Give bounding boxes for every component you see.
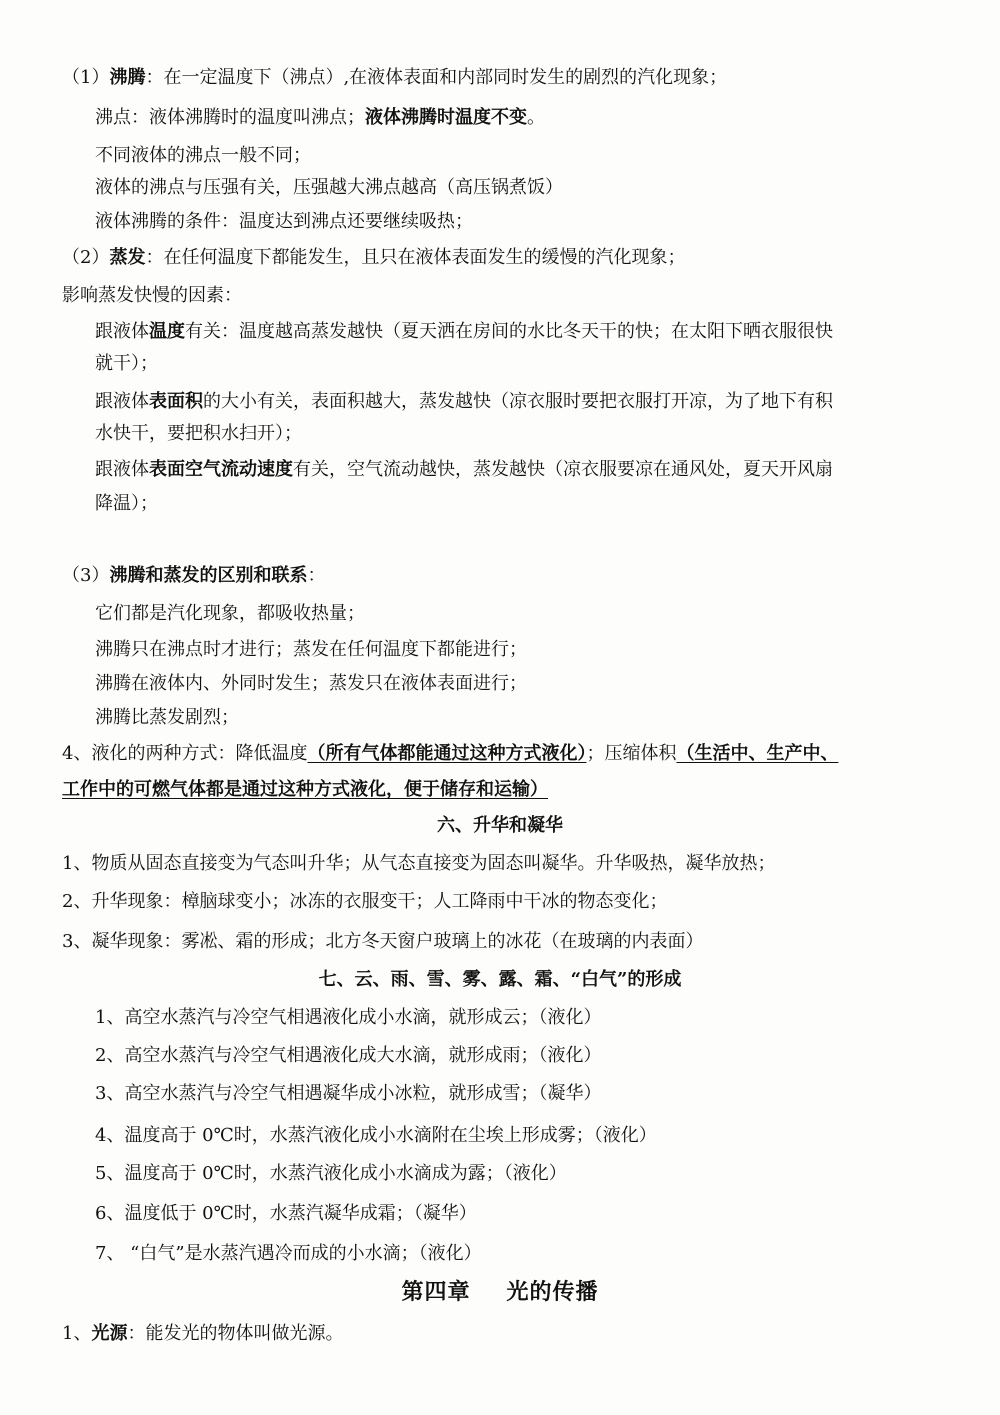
chapter-title: 光的传播 [506,1279,599,1305]
item-number: 1、 [62,1323,92,1344]
key-term: 温度 [149,321,185,342]
sublimation-item: 2、升华现象：樟脑球变小；冰冻的衣服变干；人工降雨中干冰的物态变化； [62,891,668,912]
item-number: （2） [62,247,110,268]
text: 有关：温度越高蒸发越快（夏天洒在房间的水比冬天干的快；在太阳下晒衣服很快 [185,321,833,342]
factor-airflow [95,458,833,482]
definition-text: ：在一定温度下（沸点）,在液体表面和内部同时发生的剧烈的汽化现象； [145,67,728,88]
text: ： [307,565,326,586]
underlined-note: （所有气体都能通过这种方式液化） [307,743,587,764]
item-number: （1） [62,67,110,88]
text: 跟液体 [95,459,149,480]
boiling-condition-line: 液体沸腾的条件：温度达到沸点还要继续吸热； [95,211,473,232]
compare-item: 沸腾只在沸点时才进行；蒸发在任何温度下都能进行； [95,639,527,660]
factor-surface-area [95,390,833,414]
compare-item: 沸腾比蒸发剧烈； [95,707,239,728]
text: ；压缩体积 [586,743,677,764]
formation-item: 1、高空水蒸汽与冷空气相遇液化成小水滴，就形成云；（液化） [95,1007,602,1028]
sublimation-item: 3、凝华现象：雾凇、霜的形成；北方冬天窗户玻璃上的冰花（在玻璃的内表面） [62,931,704,952]
text: 跟液体 [95,391,149,412]
boiling-pressure-line: 液体的沸点与压强有关，压强越大沸点越高（高压锅煮饭） [95,177,563,198]
factor-temperature [95,320,833,344]
chapter-number: 第四章 [401,1279,471,1305]
formation-item: 3、高空水蒸汽与冷空气相遇凝华成小冰粒，就形成雪；（凝华） [95,1083,602,1104]
term-evaporation: 蒸发 [109,247,146,268]
compare-item: 它们都是汽化现象，都吸收热量； [95,603,365,624]
compare-item: 沸腾在液体内、外同时发生；蒸发只在液体表面进行； [95,673,527,694]
sublimation-item: 1、物质从固态直接变为气态叫升华；从气态直接变为固态叫凝华。升华吸热，凝华放热； [62,853,776,874]
item-number: （3） [62,565,110,586]
boiling-point-line [95,106,545,130]
factor-surface-area-cont: 水快干，要把积水扫开）； [95,423,302,444]
light-source-definition [62,1322,343,1346]
formation-item: 4、温度高于 0℃时，水蒸汽液化成小水滴附在尘埃上形成雾；（液化） [95,1125,657,1146]
factor-airflow-cont: 降温）； [95,493,158,514]
liquefaction-note-cont: 工作中的可燃气体都是通过这种方式液化，便于储存和运输） [62,779,548,800]
evaporation-factors-title: 影响蒸发快慢的因素： [62,285,242,306]
term-light-source: 光源 [91,1323,128,1344]
compare-title [62,564,325,588]
key-point: 液体沸腾时温度不变 [365,107,527,128]
formation-item: 2、高空水蒸汽与冷空气相遇液化成大水滴，就形成雨；（液化） [95,1045,602,1066]
boiling-diff-line: 不同液体的沸点一般不同； [95,145,311,166]
chapter-heading [0,1280,1000,1304]
text: 的大小有关，表面积越大，蒸发越快（凉衣服时要把衣服打开凉，为了地下有积 [203,391,833,412]
term-boiling: 沸腾 [109,67,146,88]
formation-item: 6、温度低于 0℃时，水蒸汽凝华成霜；（凝华） [95,1203,477,1224]
formation-item: 7、 “白气”是水蒸汽遇冷而成的小水滴；（液化） [95,1243,482,1264]
liquefaction-line [62,742,838,766]
text: 。 [527,107,545,128]
text: 沸点：液体沸腾时的温度叫沸点； [95,107,365,128]
formation-item: 5、温度高于 0℃时，水蒸汽液化成小水滴成为露；（液化） [95,1163,567,1184]
section-heading-formation: 七、云、雨、雪、雾、露、霜、“白气”的形成 [318,969,682,990]
boiling-definition [62,66,727,90]
text: 跟液体 [95,321,149,342]
section-title: 沸腾和蒸发的区别和联系 [109,565,308,586]
key-term: 表面空气流动速度 [149,459,293,480]
section-heading-sublimation: 六、升华和凝华 [437,815,563,836]
evaporation-definition [62,246,685,270]
factor-temperature-cont: 就干）； [95,353,158,374]
text: 有关，空气流动越快，蒸发越快（凉衣服要凉在通风处，夏天开风扇 [293,459,833,480]
definition-text: ：在任何温度下都能发生，且只在液体表面发生的缓慢的汽化现象； [145,247,686,268]
underlined-note: （生活中、生产中、 [676,743,839,764]
text: 4、液化的两种方式：降低温度 [62,743,308,764]
key-term: 表面积 [149,391,203,412]
definition-text: ：能发光的物体叫做光源。 [127,1323,344,1344]
